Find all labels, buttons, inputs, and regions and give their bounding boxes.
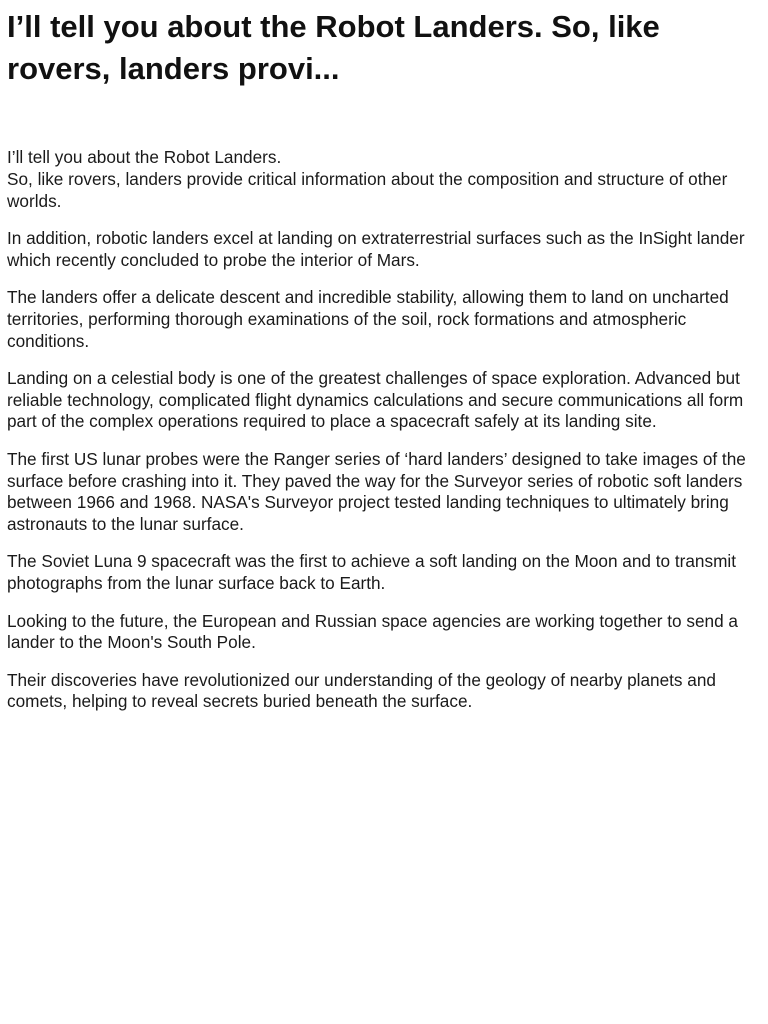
paragraph: The landers offer a delicate descent and incredible stability, allowing them to land on uncharted territories, performing thorough examinations of the soil, rock formations and atmospheric conditions. [7,286,729,351]
paragraph: Looking to the future, the European and Russian space agencies are working together to send a lander to the Moon's South Pole. [7,610,738,653]
paragraph: Landing on a celestial body is one of the greatest challenges of space exploration. Advanced but reliable technology, complicated flight dynamics calculations and secure communications all form part of the complex operations required to place a spacecraft safely at its landing site. [7,367,744,432]
article-title: I’ll tell you about the Robot Landers. So, like rovers, landers provi... [7,9,660,86]
article-body [7,147,755,713]
article [7,0,755,729]
intro-paragraph [7,147,755,212]
intro-line: I’ll tell you about the Robot Landers. [7,147,282,167]
intro-line: So, like rovers, landers provide critical information about the composition and structure of other worlds. [7,168,728,211]
paragraph: In addition, robotic landers excel at landing on extraterrestrial surfaces such as the InSight lander which recently concluded to probe the interior of Mars. [7,227,745,270]
paragraph: The Soviet Luna 9 spacecraft was the first to achieve a soft landing on the Moon and to transmit photographs from the lunar surface back to Earth. [7,551,736,594]
paragraph: Their discoveries have revolutionized our understanding of the geology of nearby planets and comets, helping to reveal secrets buried beneath the surface. [7,669,716,712]
paragraph: The first US lunar probes were the Ranger series of ‘hard landers’ designed to take images of the surface before crashing into it. They paved the way for the Surveyor series of robotic soft landers between 1966 and 1968. NASA's Surveyor project tested landing techniques to ultimately bring astronauts to the lunar surface. [7,448,746,535]
